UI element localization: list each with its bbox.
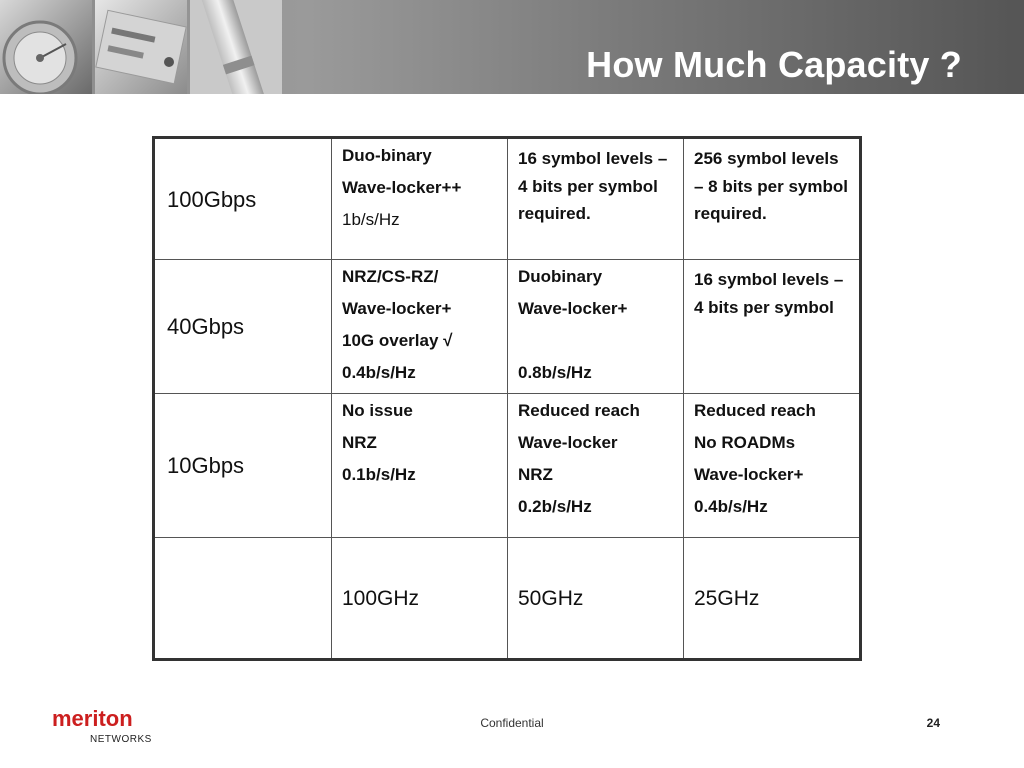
table-row [154, 138, 861, 260]
slide-title: How Much Capacity ? [586, 44, 962, 85]
cell-line: NRZ/CS-RZ/ [342, 267, 439, 286]
header-photo-pen [190, 0, 282, 94]
table-row [154, 538, 861, 660]
svg-text:NETWORKS: NETWORKS [90, 734, 152, 745]
cell-line: Wave-locker++ [342, 178, 462, 197]
cell-40gbps-50ghz [508, 260, 684, 394]
cell-line: NRZ [518, 465, 553, 484]
header-band [0, 0, 1024, 94]
page-number: 24 [926, 716, 940, 730]
cell-100gbps-25ghz [684, 138, 861, 260]
cell-line: Wave-locker+ [694, 465, 804, 484]
cell-line: No ROADMs [694, 433, 796, 452]
spacing-25ghz: 25GHz [684, 538, 861, 660]
row-label-100gbps: 100Gbps [154, 138, 332, 260]
spacing-50ghz: 50GHz [508, 538, 684, 660]
row-label-10gbps: 10Gbps [154, 394, 332, 538]
cell-line: 0.4b/s/Hz [342, 363, 416, 382]
cell-10gbps-100ghz [332, 394, 508, 538]
cell-100gbps-100ghz [332, 138, 508, 260]
cell-line: 1b/s/Hz [342, 210, 400, 229]
cell-line: Reduced reach [518, 401, 640, 420]
cell-line: 0.4b/s/Hz [694, 497, 768, 516]
cell-10gbps-50ghz [508, 394, 684, 538]
cell-line: Wave-locker+ [518, 299, 628, 318]
cell-line: NRZ [342, 433, 377, 452]
cell-line: Duobinary [518, 267, 603, 286]
svg-text:meriton: meriton [52, 706, 133, 731]
cell-line: 16 symbol levels – 4 bits per symbol [694, 270, 844, 317]
cell-line: 16 symbol levels – 4 bits per symbol required. [518, 149, 668, 223]
cell-line: No issue [342, 401, 413, 420]
cell-line: Reduced reach [694, 401, 816, 420]
cell-line: Wave-locker [518, 433, 618, 452]
capacity-table [152, 136, 862, 661]
header-photo-panel [95, 0, 187, 94]
cell-line: 0.1b/s/Hz [342, 465, 416, 484]
cell-gap [518, 330, 673, 362]
footer-confidential: Confidential [480, 716, 544, 730]
cell-line: Wave-locker+ [342, 299, 452, 318]
cell-line: 0.2b/s/Hz [518, 497, 592, 516]
table-row [154, 394, 861, 538]
header-photo-dial [0, 0, 92, 94]
empty-corner-cell [154, 538, 332, 660]
table-row [154, 260, 861, 394]
cell-line: 0.8b/s/Hz [518, 363, 592, 382]
cell-line: 256 symbol levels – 8 bits per symbol required. [694, 149, 848, 223]
cell-10gbps-25ghz [684, 394, 861, 538]
cell-line: Duo-binary [342, 146, 432, 165]
spacing-100ghz: 100GHz [332, 538, 508, 660]
row-label-40gbps: 40Gbps [154, 260, 332, 394]
cell-40gbps-25ghz [684, 260, 861, 394]
cell-100gbps-50ghz [508, 138, 684, 260]
cell-40gbps-100ghz [332, 260, 508, 394]
cell-line: 10G overlay √ [342, 331, 453, 350]
